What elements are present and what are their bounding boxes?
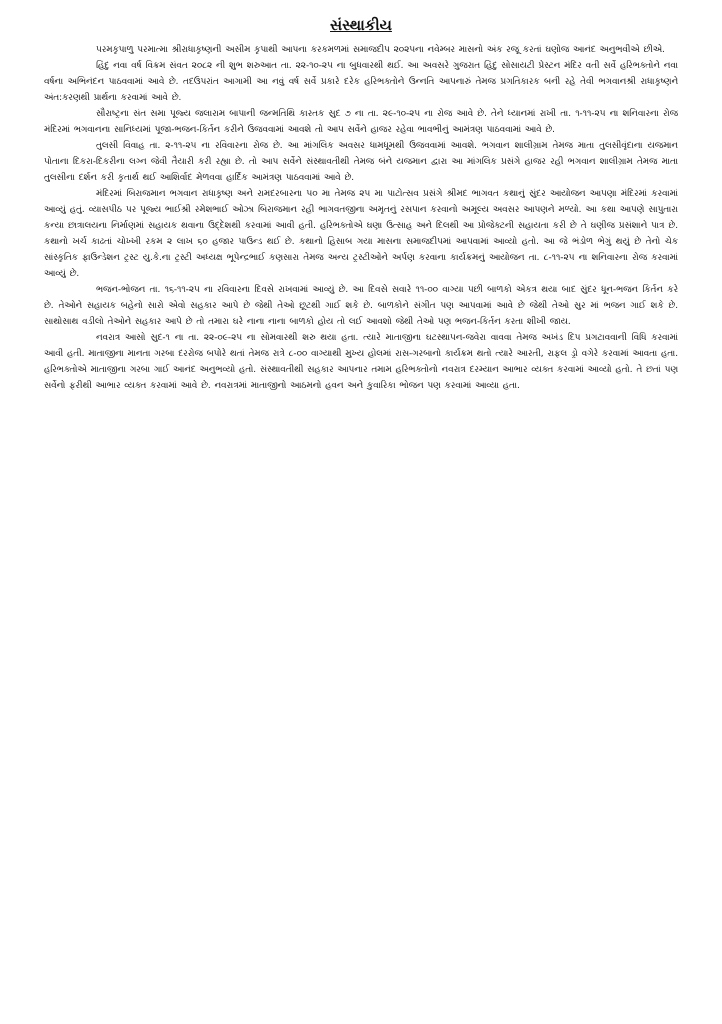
page-title: સંસ્થાકીય	[330, 16, 392, 34]
paragraph-bhagwat-katha: મંદિરમાં બિરાજમાન ભગવાન રાધાકૃષ્ણ અને રામદરબારના ૫૦ મા તેમજ ૨૫ મા પાટોત્સવ પ્રસંગે શ્રીમદ ભાગવત કથાનું સુંદર આયોજન આપણા મંદિરમાં કરવામાં આવ્યું હતું. વ્યાસપીઠ પર પૂજ્ય ભાઈશ્રી રમેશભાઈ ઓઝા બિરાજમાન રહી ભાગવતજીના અમૃતનું રસપાન કરવાનો અમૂલ્ય અવસર આપણને મળ્યો. આ કથા આપણે સાપુતારા કન્યા છાત્રાલયના નિર્માણમાં સહાયક થવાના ઉદ્દેશથી કરવામાં આવી હતી. હરિભક્તોએ ઘણા ઉત્સાહ અને દિલથી આ પ્રોજેક્ટની સહાયતા કરી છે તે ઘણીજ પ્રસંશાને પાત્ર છે. કથાનો ખર્ચ કાઢતાં ચોખ્ખી રકમ ૨ લાખ ૬૦ હજાર પાઉન્ડ થઈ છે. કથાનો હિસાબ ગયા માસના સમાજદીપમાં આપવામાં આવ્યો હતો. આ જે ભંડોળ ભેગું થયું છે તેનો ચેક સાંસ્કૃતિક ફાઉન્ડેશન ટ્રસ્ટ યુ.કે.ના ટ્રસ્ટી અધ્યક્ષ ભૂપેન્દ્રભાઈ કણસારા તેમજ અન્ય ટ્રસ્ટીઓને અર્પણ કરવાના કાર્યક્રમનું આયોજન તા. ૮-૧૧-૨૫ ના શનિવારના રોજ કરવામાં આવ્યું છે.	[44, 189, 678, 279]
paragraph-intro: પરમકૃપાળુ પરમાત્મા શ્રીરાધાકૃષ્ણની અસીમ કૃપાથી આપના કરકમળમાં સમાજદીપ ૨૦૨૫ના નવેમ્બર માસનો અંક રજૂ કરતાં ઘણોજ આનંદ અનુભવીએ છીએ.	[96, 45, 665, 55]
paragraph-new-year: હિંદુ નવા વર્ષ વિક્રમ સંવત ૨૦૮૨ ની શુભ શરુઆત તા. ૨૨-૧૦-૨૫ ના બુધવારથી થઈ. આ અવસરે ગુજરાત હિંદુ સોસાયટી પ્રેસ્ટન મંદિર વતી સર્વે હરિભક્તોને નવા વર્ષના અભિનંદન પાઠવવામાં આવે છે. તદઉપરાંત આગામી આ નવું વર્ષ સર્વે પ્રકારે દરેક હરિભક્તોને ઉન્નતિ આપનારું તેમજ પ્રગતિકારક બની રહે તેવી ભગવાનશ્રી રાધાકૃષ્ણને અંત:કરણથી પ્રાર્થના કરવામાં આવે છે.	[44, 61, 678, 103]
paragraph-tulsi-vivah: તુલસી વિવાહ તા. ૨-૧૧-૨૫ ના રવિવારના રોજ છે. આ માંગલિક અવસર ધામધૂમથી ઉજવવામાં આવશે. ભગવાન શાલીગ્રામ તેમજ માતા તુલસીવૃંદાના યજમાન પોતાના દિકરા-દિકરીના લગ્ન જેવી તૈયારી કરી રહ્યા છે. તો આપ સર્વેને સંસ્થાવતીથી તેમજ બંને યજમાન દ્વારા આ માંગલિક પ્રસંગે હાજર રહી ભગવાન શાલીગ્રામ તેમજ માતા તુલસીના દર્શન કરી કૃતાર્થ થઈ આશિર્વાદ મેળવવા હાર્દિક આમંત્રણ પાઠવવામાં આવે છે.	[44, 141, 678, 183]
paragraph-jalaram-jayanti: સૌરાષ્ટ્રના સંત સમા પૂજ્ય જલારામ બાપાની જન્મતિથિ કારતક સુદ ૭ ના તા. ૨૯-૧૦-૨૫ ના રોજ આવે છે. તેને ધ્યાનમાં રાખી તા. ૧-૧૧-૨૫ ના શનિવારના રોજ મંદિરમાં ભગવાનના સાનિધ્યમાં પૂજા-ભજન-કિર્તન કરીને ઉજવવામાં આવશે તો આપ સર્વેને હાજર રહેવા ભાવભીનું આમંત્રણ પાઠવવામાં આવે છે.	[44, 109, 678, 135]
paragraph-navratri: નવરાત્ર આસો સુદ-૧ ના તા. ૨૨-૦૯-૨૫ ના સોમવારથી શરુ થયા હતા. ત્યારે માતાજીના ઘટસ્થાપન-જવેરા વાવવા તેમજ અખંડ દિપ પ્રગટાવવાની વિધિ કરવામાં આવી હતી. માતાજીના માનતા ગરબા દરરોજ બપોરે થતાં તેમજ રાત્રે ૮-૦૦ વાગ્યાથી મુખ્ય હોલમાં રાસ-ગરબાનો કાર્યક્રમ થતો ત્યારે આરતી, રાફલ ડ્રો વગેરે કરવામાં આવતા હતા. હરિભક્તોએ માતાજીના ગરબા ગાઈ આનંદ અનુભવ્યો હતો. સંસ્થાવતીથી સહકાર આપનાર તમામ હરિભક્તોનો નવરાત્ર દરમ્યાન આભાર વ્યક્ત કરવામાં આવ્યો હતો. તે છતાં પણ સર્વેનો ફરીથી આભાર વ્યક્ત કરવામાં આવે છે. નવરાત્રમાં માતાજીનો આઠમનો હવન અને કુવારિકા ભોજન પણ કરવામાં આવ્યા હતા.	[44, 333, 678, 391]
paragraph-bhajan-bhojan: ભજન-ભોજન તા. ૧૬-૧૧-૨૫ ના રવિવારના દિવસે રાખવામાં આવ્યું છે. આ દિવસે સવારે ૧૧-૦૦ વાગ્યા પછી બાળકો એકત્ર થયા બાદ સુંદર ધૂન-ભજન કિર્તન કરે છે. તેઓને સહાયક બહેનો સારો એવો સહકાર આપે છે જેથી તેઓ છૂટથી ગાઈ શકે છે. બાળકોને સંગીત પણ આપવામાં આવે છે જેથી તેઓ સુર માં ભજન ગાઈ શકે છે. સાથોસાથ વડીલો તેઓને સહકાર આપે છે તો તમારા ઘરે નાના નાના બાળકો હોય તો લઈ આવશો જેથી તેઓ પણ ભજન-કિર્તન કરતા શીખી જાય.	[44, 285, 678, 327]
